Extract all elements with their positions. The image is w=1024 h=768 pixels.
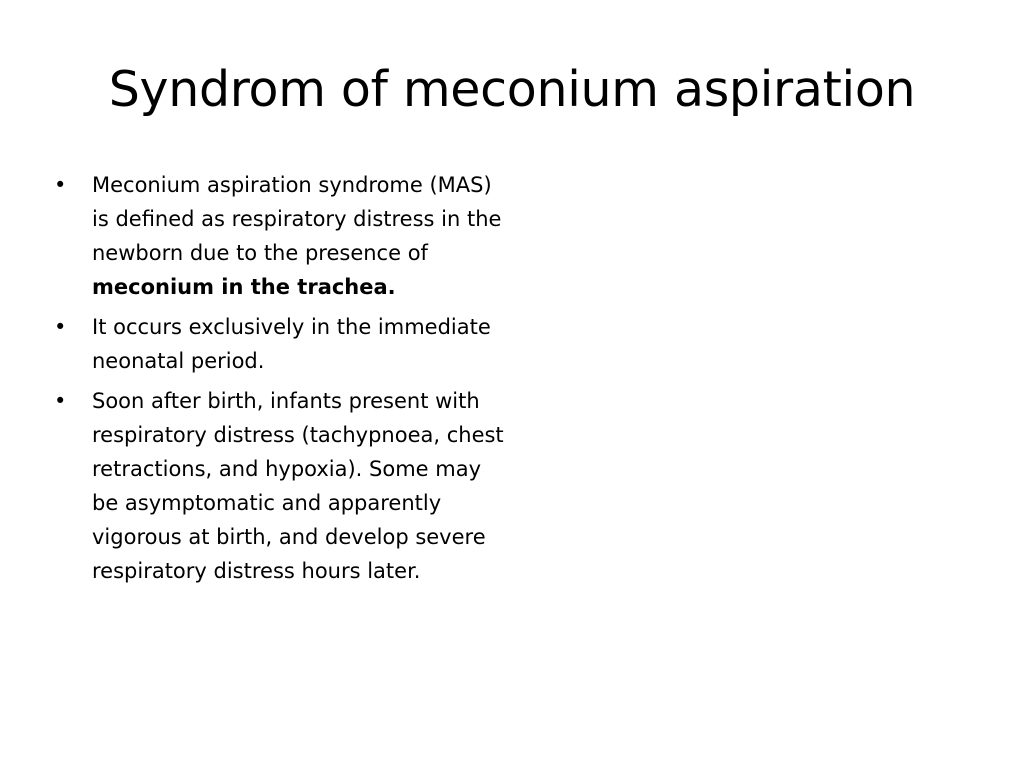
bullet-marker: • bbox=[54, 173, 67, 197]
bullet-list bbox=[54, 168, 506, 594]
bullet-text-definition: Meconium aspiration syndrome (MAS) is defined as respiratory distress in the newborn due to the presence of bbox=[92, 173, 502, 265]
bullet-text-presentation: Soon after birth, infants present with respiratory distress (tachypnoea, chest retractions, and hypoxia). Some may be asymptomatic and apparently vigorous at birth, and develop severe respiratory distress hours later. bbox=[92, 389, 504, 583]
bullet-text-period: It occurs exclusively in the immediate neonatal period. bbox=[92, 315, 491, 373]
bullet-item-definition bbox=[54, 168, 506, 304]
bullet-item-period bbox=[54, 310, 506, 378]
bullet-marker: • bbox=[54, 389, 67, 413]
bullet-marker: • bbox=[54, 315, 67, 339]
slide-title: Syndrom of meconium aspiration bbox=[108, 61, 916, 118]
bullet-bold-text-definition: meconium in the trachea. bbox=[92, 275, 396, 299]
bullet-item-presentation bbox=[54, 384, 506, 588]
